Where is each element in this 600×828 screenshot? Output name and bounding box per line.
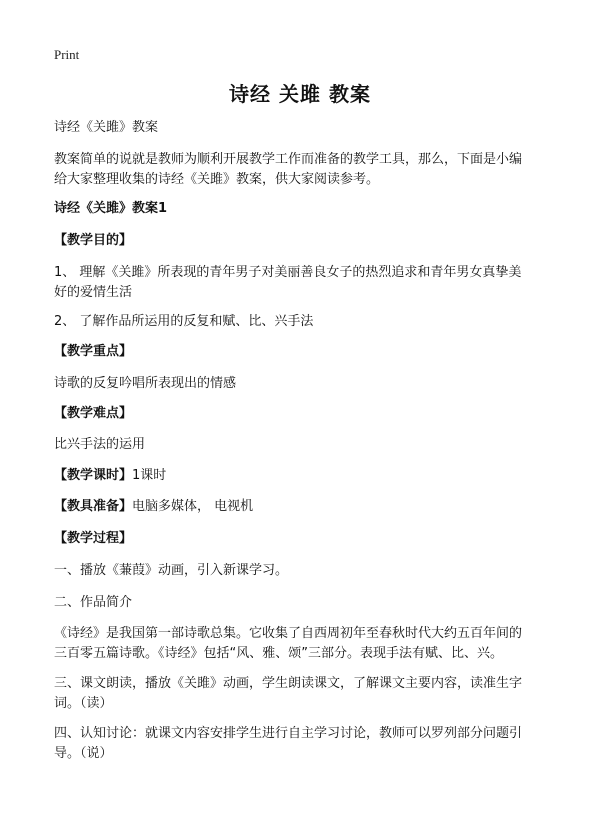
heading-tools: 【教具准备】 — [54, 499, 133, 514]
heading-teaching-goal: 【教学目的】 — [54, 233, 133, 248]
intro-line-2: 给大家整理收集的诗经《关雎》教案，供大家阅读参考。 — [54, 172, 380, 187]
goal-1-line-1: 1、 理解《关雎》所表现的青年男子对美丽善良女子的热烈追求和青年男女真挚美 — [54, 265, 522, 280]
process-step-3-line-2: 词。（读） — [54, 696, 113, 711]
difficulty-text: 比兴手法的运用 — [54, 437, 146, 452]
process-step-4-line-1: 四、认知讨论：就课文内容安排学生进行自主学习讨论，教师可以罗列部分问题引 — [54, 726, 523, 741]
page-title: 诗经 关雎 教案 — [229, 82, 371, 106]
heading-key-points: 【教学重点】 — [54, 344, 133, 359]
work-intro-line-1: 《诗经》是我国第一部诗歌总集。它收集了自西周初年至春秋时代大约五百年间的 — [54, 626, 523, 641]
intro-line-1: 教案简单的说就是教师为顺利开展教学工作而准备的教学工具，那么，下面是小编 — [54, 152, 523, 167]
heading-hours: 【教学课时】 — [54, 468, 133, 483]
key-points-text: 诗歌的反复吟唱所表现出的情感 — [54, 376, 237, 391]
goal-1-line-2: 好的爱情生活 — [54, 285, 133, 300]
print-label: Print — [54, 47, 80, 62]
hours-row — [54, 466, 550, 486]
process-step-1: 一、播放《蒹葭》动画，引入新课学习。 — [54, 563, 289, 578]
heading-difficulty: 【教学难点】 — [54, 406, 133, 421]
process-step-4-line-2: 导。（说） — [54, 746, 113, 761]
section-title: 诗经《关雎》教案1 — [54, 201, 168, 216]
doc-subtitle: 诗经《关雎》教案 — [54, 120, 159, 135]
work-intro-line-2: 三百零五篇诗歌。《诗经》包括“风、雅、颂”三部分。表现手法有赋、比、兴。 — [54, 646, 503, 661]
process-step-3-line-1: 三、课文朗读，播放《关雎》动画，学生朗读课文，了解课文主要内容，读准生字 — [54, 676, 523, 691]
goal-2: 2、 了解作品所运用的反复和赋、比、兴手法 — [54, 314, 314, 329]
tools-text: 电脑多媒体， 电视机 — [132, 499, 254, 514]
process-step-2: 二、作品简介 — [54, 595, 133, 610]
tools-row — [54, 497, 550, 517]
heading-process: 【教学过程】 — [54, 531, 133, 546]
hours-text: 1课时 — [132, 468, 167, 483]
